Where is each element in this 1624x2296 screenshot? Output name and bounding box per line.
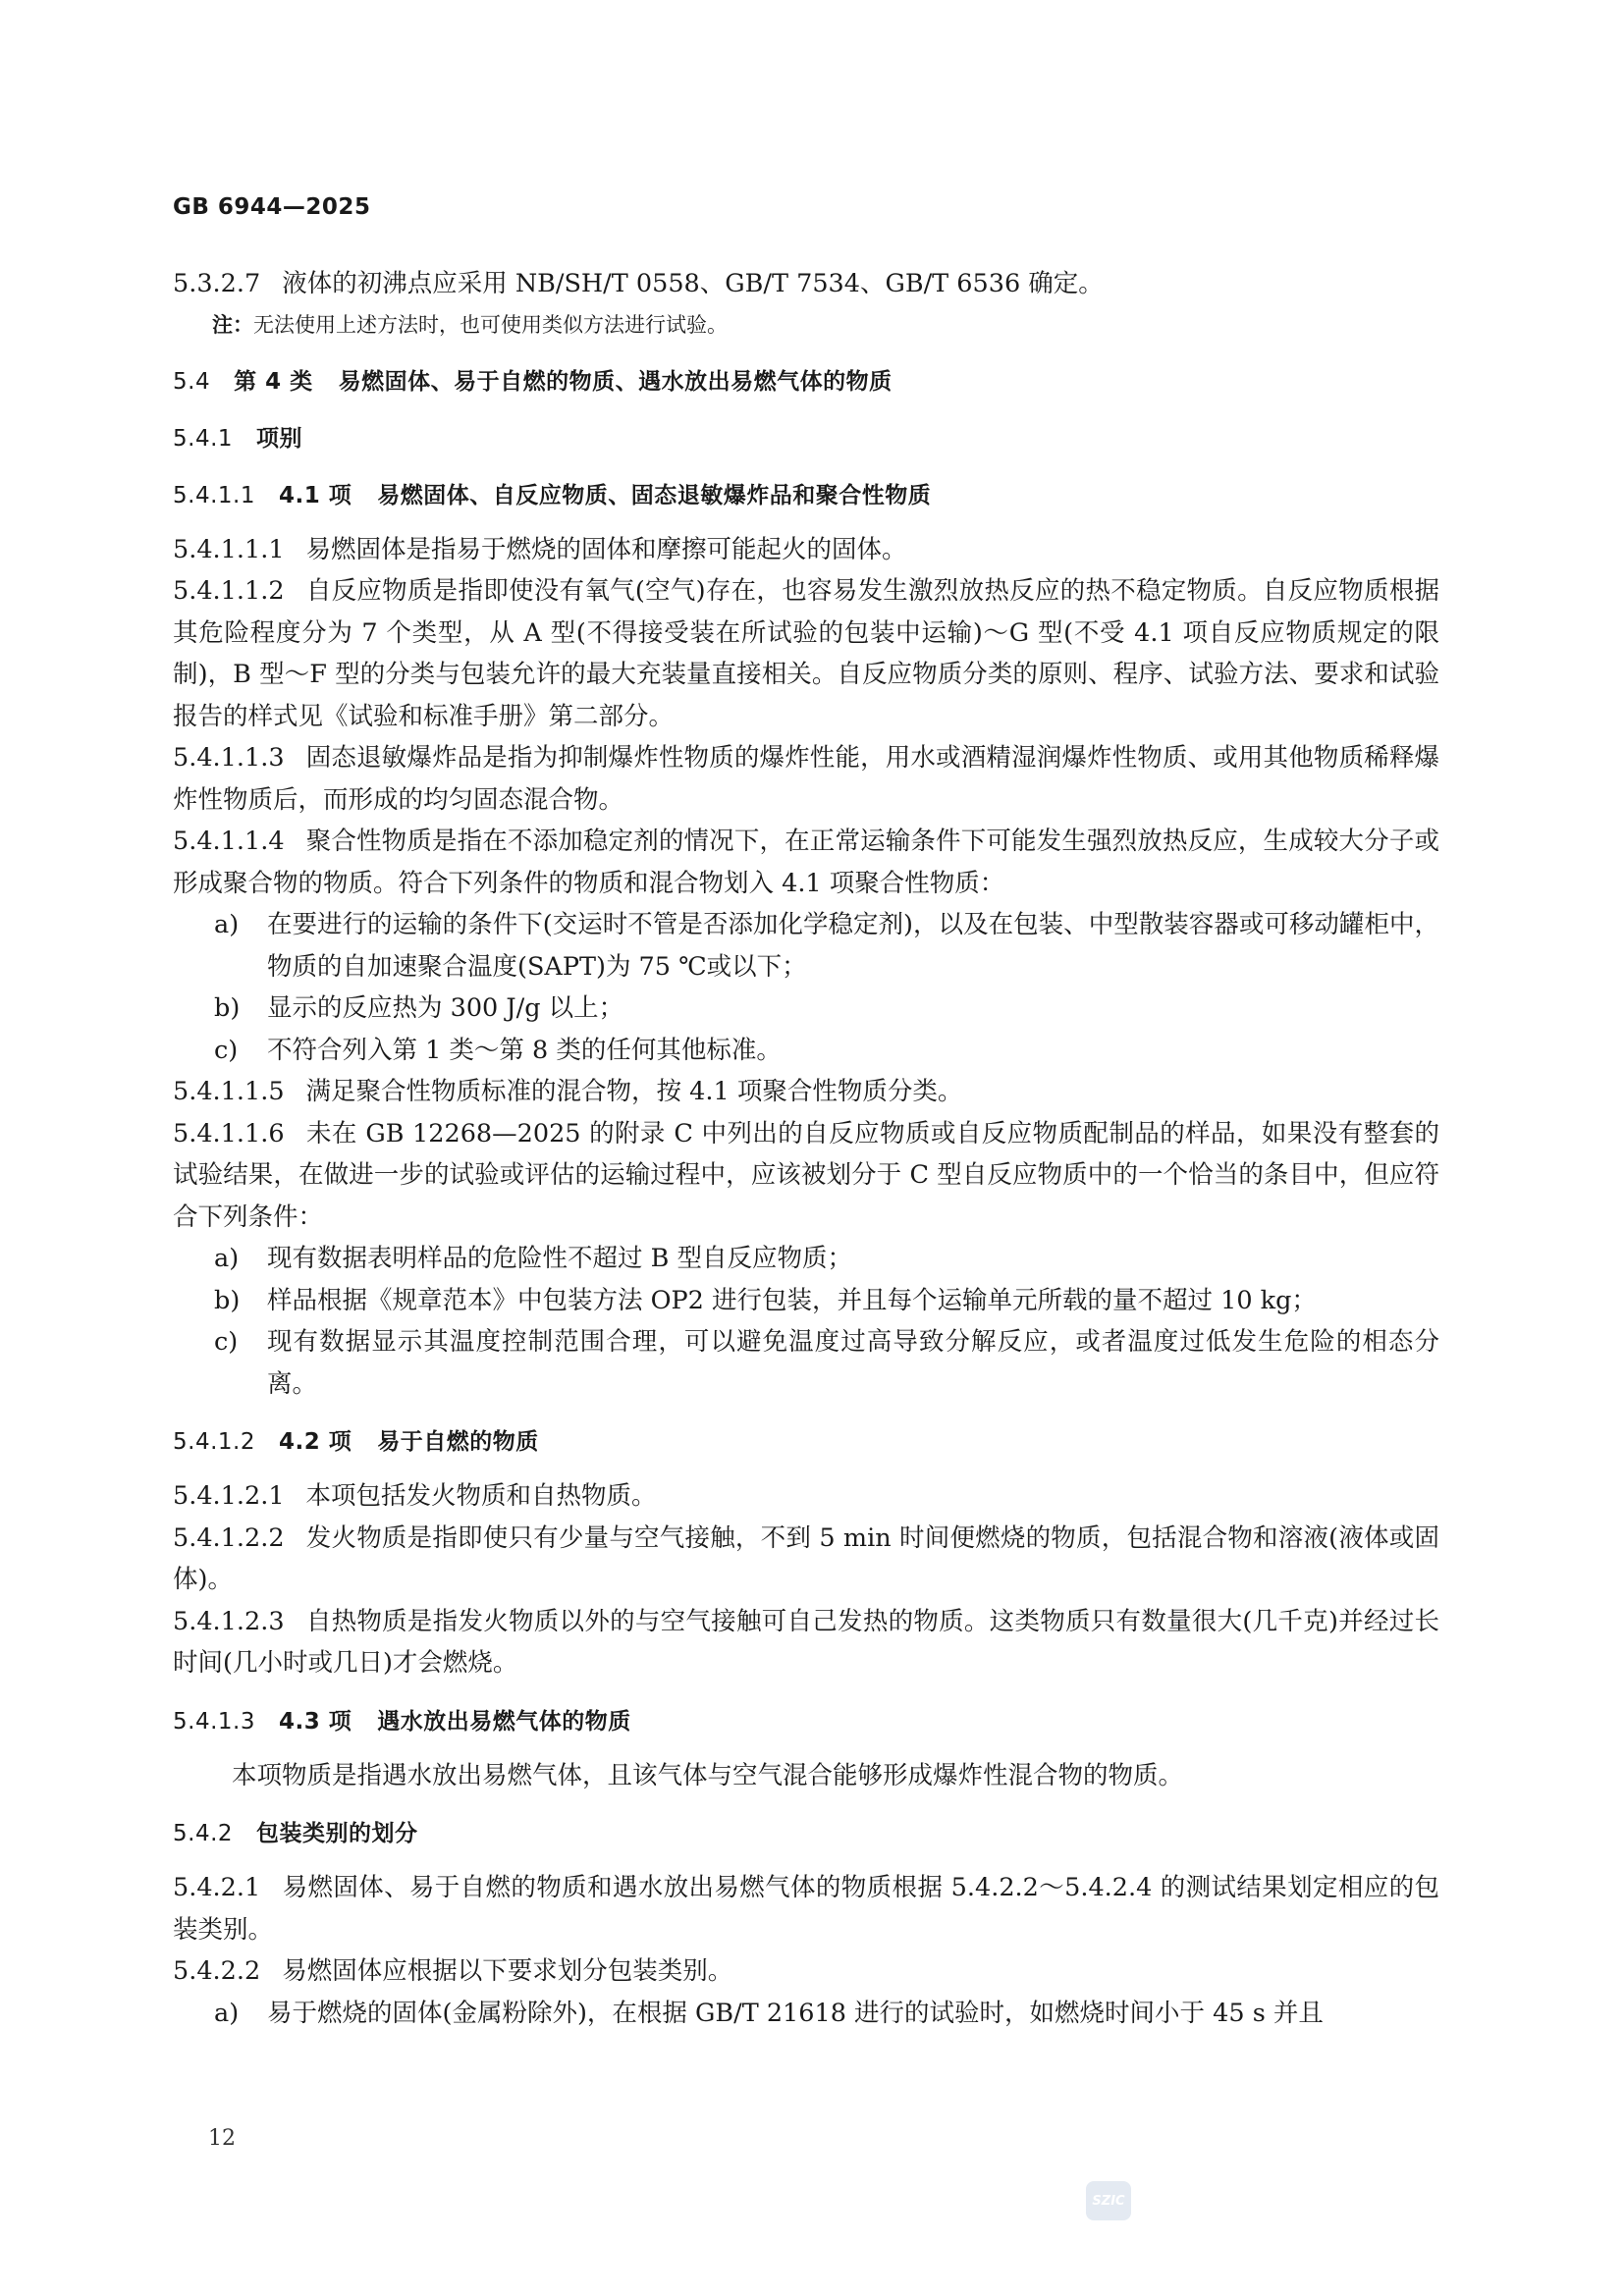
list-text: 显示的反应热为 300 J/g 以上； [267,993,624,1023]
note-text: 无法使用上述方法时，也可使用类似方法进行试验。 [253,312,728,337]
list-text: 现有数据表明样品的危险性不超过 B 型自反应物质； [267,1244,852,1273]
heading-text: 易燃固体、自反应物质、固态退敏爆炸品和聚合性物质 [377,482,932,508]
clause-text: 固态退敏爆炸品是指为抑制爆炸性物质的爆炸性能，用水或酒精湿润爆炸性物质、或用其他物质稀释爆炸性物质后，而形成的均匀固态混合物。 [173,743,1439,815]
clause-5-4-1-1-5 [173,1071,1439,1113]
heading-5-4-1-3 [173,1702,1439,1741]
heading-division: 4.3 项 [278,1708,352,1735]
clause-text: 未在 GB 12268—2025 的附录 C 中列出的自反应物质或自反应物质配制品的样品，如果没有整套的试验结果，在做进一步的试验或评估的运输过程中，应该被划分于 C 型自反应物质中的一个恰当的条目中，但应符合下列条件： [173,1118,1439,1232]
clause-number: 5.3.2.7 [173,269,261,298]
clause-number: 5.4.1.2.2 [173,1522,285,1553]
clause-number: 5.4.1.1.1 [173,534,285,564]
clause-text: 易燃固体、易于自燃的物质和遇水放出易燃气体的物质根据 5.4.2.2～5.4.2.4 的测试结果划定相应的包装类别。 [173,1873,1439,1945]
heading-text: 易燃固体、易于自燃的物质、遇水放出易燃气体的物质 [338,368,893,395]
clause-5-4-1-1-2 [173,570,1439,737]
heading-number: 5.4.1.1 [173,482,255,508]
heading-number: 5.4.1.3 [173,1708,255,1735]
clause-number: 5.4.2.1 [173,1873,261,1902]
clause-text: 自反应物质是指即使没有氧气(空气)存在，也容易发生激烈放热反应的热不稳定物质。自反应物质根据其危险程度分为 7 个类型，从 A 型(不得接受装在所试验的包装中运输)～G 型(不受 4.1 项自反应物质规定的限制)，B 型～F 型的分类与包装允许的最大充装量直接相关。自反应物质分类的原则、程序、试验方法、要求和试验报告的样式见《试验和标准手册》第二部分。 [173,576,1439,731]
clause-number: 5.4.1.1.3 [173,743,285,773]
clause-5-4-1-1-1 [173,529,1439,571]
list-item [173,1030,1439,1072]
heading-5-4-1-2 [173,1422,1439,1462]
list-item [173,1321,1439,1405]
clause-number: 5.4.1.1.2 [173,576,285,606]
clause-5-3-2-7 [173,263,1439,305]
clause-number: 5.4.1.1.5 [173,1077,285,1106]
clause-text: 发火物质是指即使只有少量与空气接触，不到 5 min 时间便燃烧的物质，包括混合物和溶液(液体或固体)。 [173,1522,1439,1594]
clause-5-4-1-1-3 [173,737,1439,821]
heading-number: 5.4.2 [173,1821,234,1846]
heading-text: 包装类别的划分 [256,1821,418,1846]
document-body [173,263,1439,2034]
clause-text: 满足聚合性物质标准的混合物，按 4.1 项聚合性物质分类。 [305,1077,963,1106]
list-item [173,1993,1439,2035]
list-item [173,904,1439,988]
list-text: 不符合列入第 1 类～第 8 类的任何其他标准。 [267,1035,782,1065]
clause-5-4-1-2-1 [173,1475,1439,1518]
heading-number: 5.4.1.2 [173,1429,255,1455]
clause-text: 自热物质是指发火物质以外的与空气接触可自己发热的物质。这类物质只有数量很大(几千克)并经过长时间(几小时或几日)才会燃烧。 [173,1606,1439,1678]
clause-5-4-2-2 [173,1950,1439,1993]
heading-text: 易于自燃的物质 [377,1429,539,1455]
heading-5-4-1 [173,419,1439,458]
clause-5-4-1-1-6 [173,1113,1439,1239]
clause-text: 易燃固体是指易于燃烧的固体和摩擦可能起火的固体。 [305,534,907,564]
clause-5-4-2-1 [173,1867,1439,1950]
heading-5-4-1-1 [173,476,1439,515]
standard-code: GB 6944—2025 [173,194,371,220]
list-item [173,1280,1439,1322]
paragraph-4-3-description: 本项物质是指遇水放出易燃气体，且该气体与空气混合能够形成爆炸性混合物的物质。 [232,1760,1184,1790]
watermark-logo: SZIC [1086,2181,1131,2220]
list-text: 易于燃烧的固体(金属粉除外)，在根据 GB/T 21618 进行的试验时，如燃烧时间小于 45 s 并且 [267,1998,1324,2028]
clause-text: 聚合性物质是指在不添加稳定剂的情况下，在正常运输条件下可能发生强烈放热反应，生成较大分子或形成聚合物的物质。符合下列条件的物质和混合物划入 4.1 项聚合性物质： [173,827,1439,898]
list-marker: c) [214,1035,239,1065]
clause-text: 本项包括发火物质和自热物质。 [305,1481,657,1511]
heading-number: 5.4 [173,368,211,395]
page-number: 12 [208,2126,236,2151]
list-marker: c) [214,1327,239,1357]
clause-number: 5.4.2.2 [173,1956,261,1986]
heading-5-4-2 [173,1814,1439,1853]
clause-5-4-1-1-4 [173,821,1439,904]
note [173,305,1439,345]
heading-text: 项别 [256,425,303,452]
list-text: 在要进行的运输的条件下(交运时不管是否添加化学稳定剂)，以及在包装、中型散装容器或可移动罐柜中，物质的自加速聚合温度(SAPT)为 75 ℃或以下； [267,910,1439,982]
heading-division: 4.2 项 [278,1429,352,1455]
heading-number: 5.4.1 [173,425,234,452]
clause-text: 液体的初沸点应采用 NB/SH/T 0558、GB/T 7534、GB/T 6536 确定。 [282,269,1104,298]
clause-5-4-1-2-3 [173,1601,1439,1684]
heading-text: 遇水放出易燃气体的物质 [377,1708,631,1735]
list-marker: a) [214,1998,240,2028]
list-marker: b) [214,993,241,1023]
clause-number: 5.4.1.1.4 [173,827,285,856]
heading-class: 第 4 类 [234,368,313,395]
heading-division: 4.1 项 [278,482,352,508]
clause-number: 5.4.1.2.3 [173,1606,285,1636]
list-text: 现有数据显示其温度控制范围合理，可以避免温度过高导致分解反应，或者温度过低发生危险的相态分离。 [267,1327,1439,1399]
list-marker: a) [214,910,240,939]
list-item [173,1238,1439,1280]
clause-number: 5.4.1.1.6 [173,1118,285,1148]
heading-5-4 [173,362,1439,401]
clause-5-4-1-2-2 [173,1518,1439,1601]
clause-text: 易燃固体应根据以下要求划分包装类别。 [282,1956,733,1986]
list-item [173,988,1439,1030]
clause-number: 5.4.1.2.1 [173,1481,285,1511]
list-marker: a) [214,1244,240,1273]
list-marker: b) [214,1285,241,1315]
note-label: 注： [212,312,253,337]
list-text: 样品根据《规章范本》中包装方法 OP2 进行包装，并且每个运输单元所载的量不超过 10 kg； [267,1285,1317,1315]
